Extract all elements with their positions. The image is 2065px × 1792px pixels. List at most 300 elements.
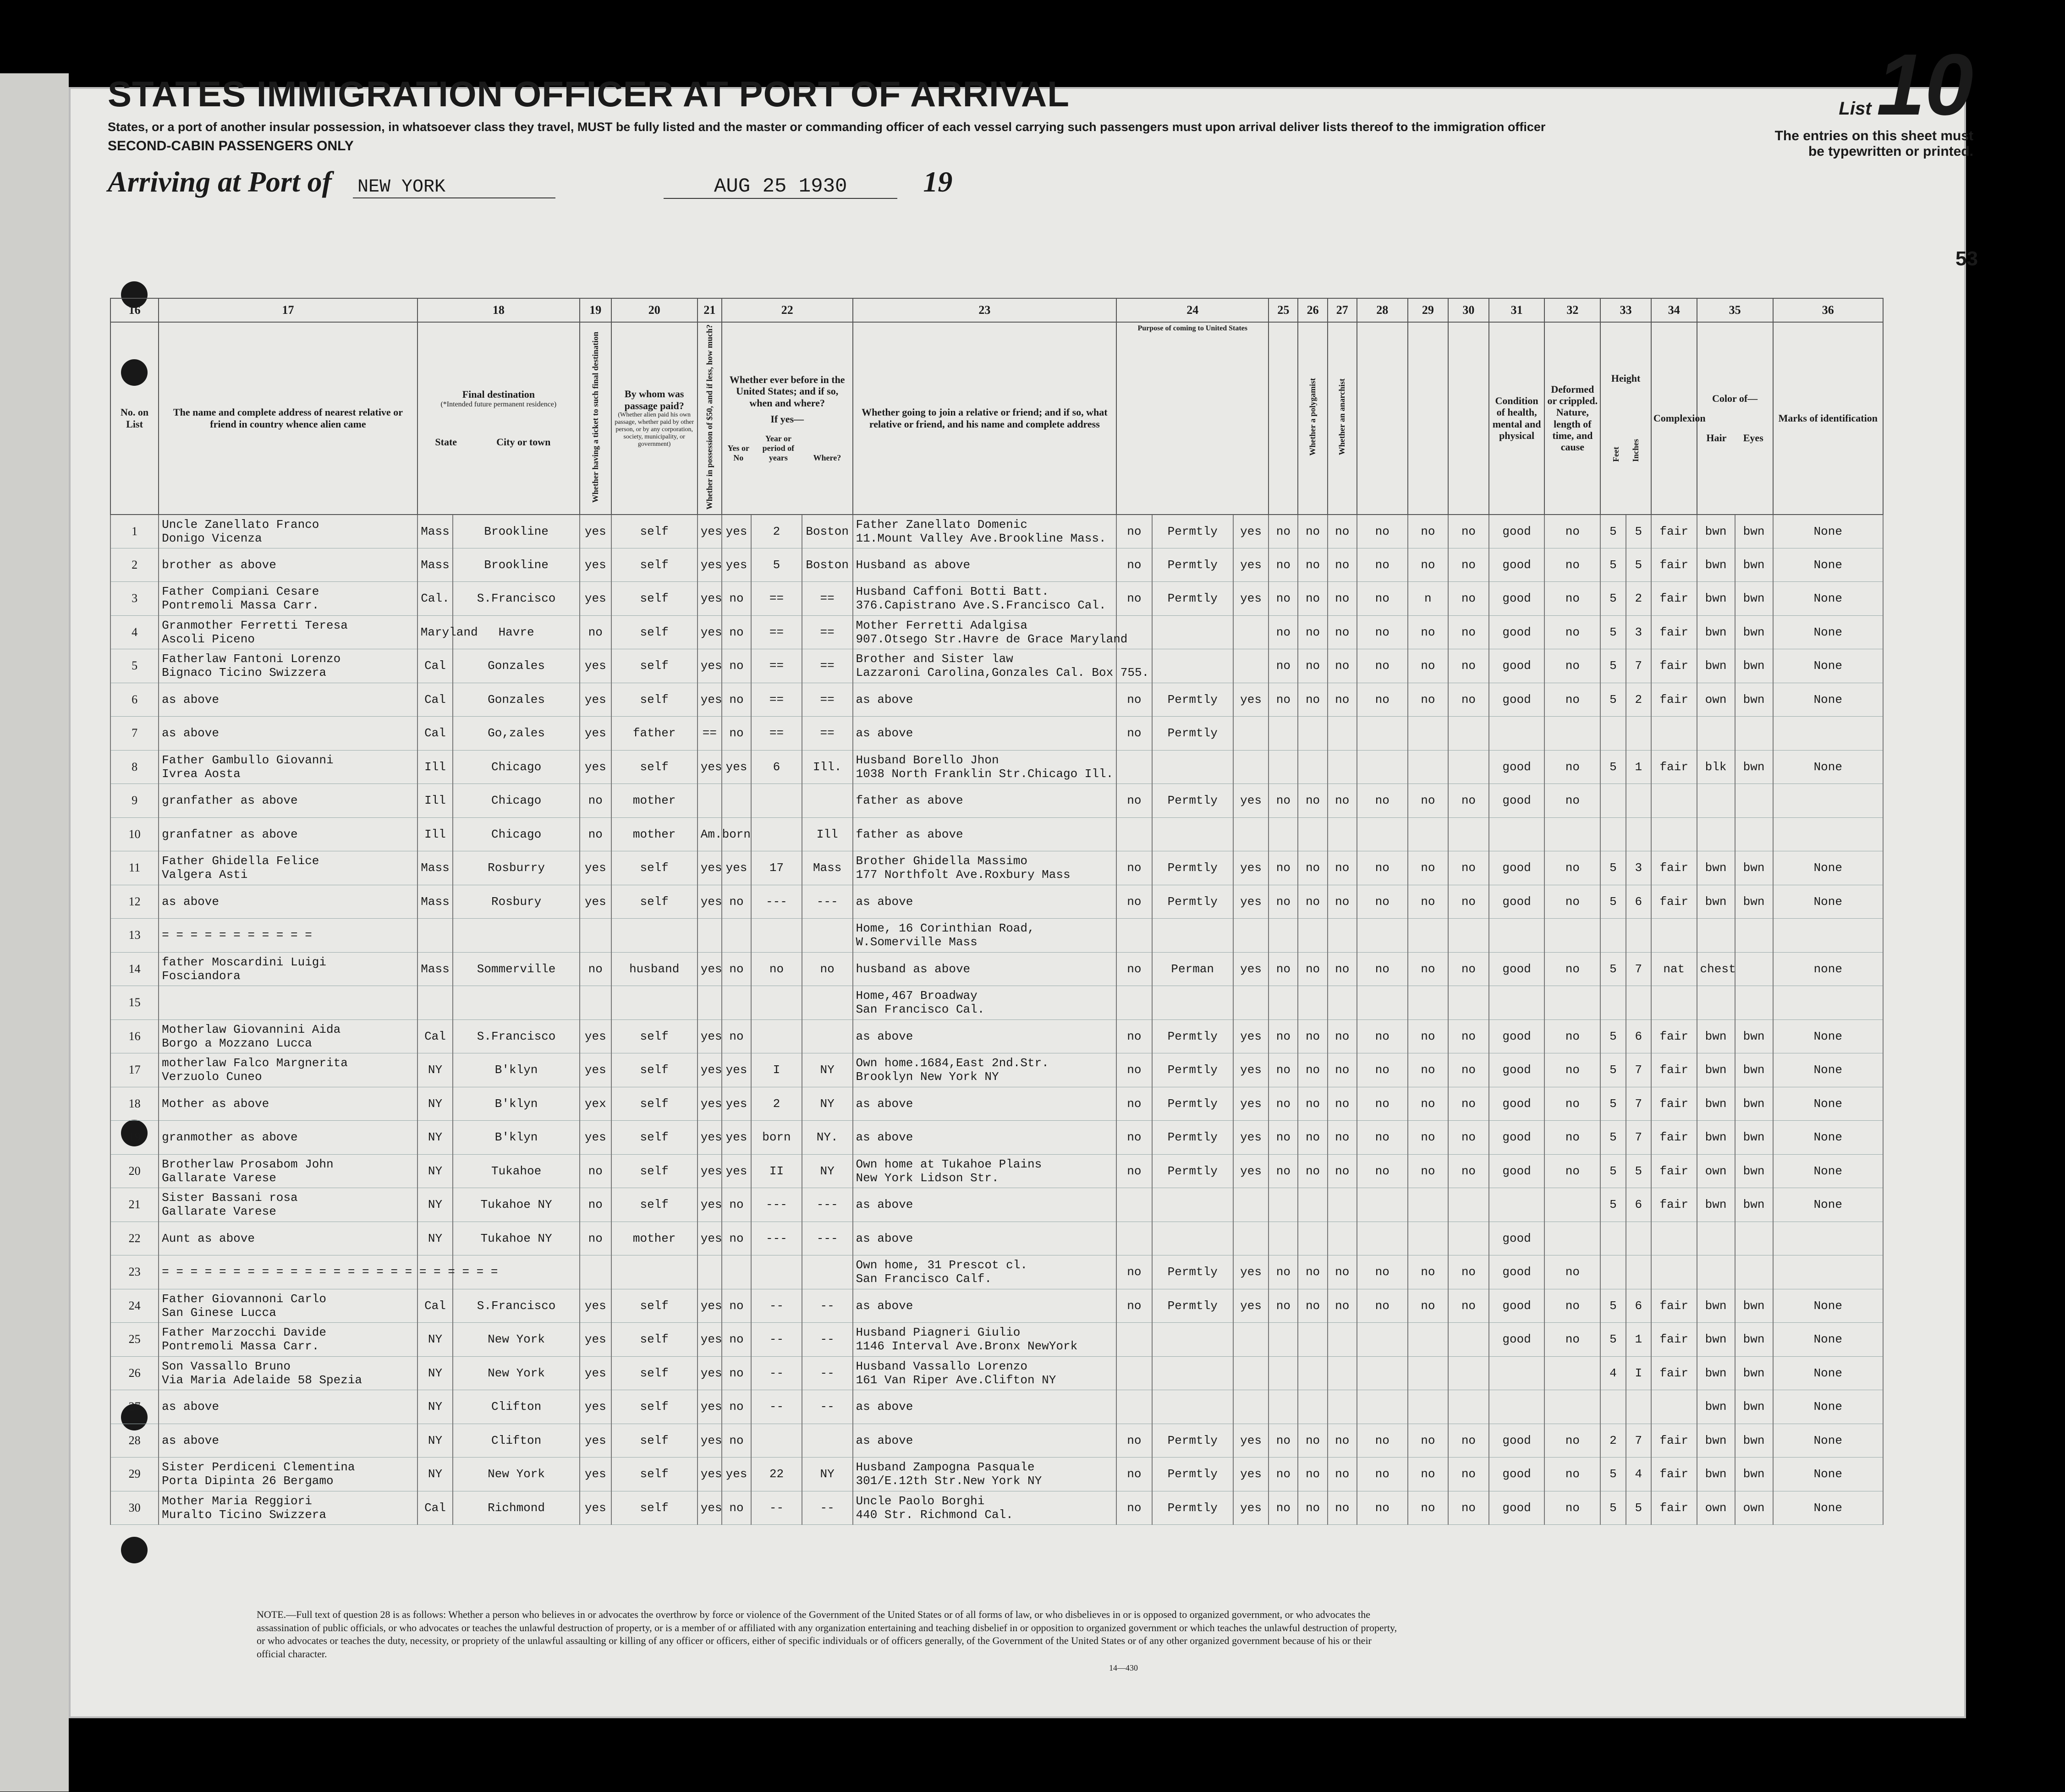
cell-c30: no (1448, 952, 1489, 986)
cell-deformed: no (1544, 885, 1600, 919)
cell-c26: no (1298, 548, 1327, 582)
cell-city: New York (453, 1323, 580, 1357)
cell-c30 (1448, 1188, 1489, 1222)
cell-city: Gonzales (453, 649, 580, 683)
cell-relative: Aunt as above (159, 1222, 417, 1255)
cell-c30 (1448, 1222, 1489, 1255)
cell-c26: no (1298, 851, 1327, 885)
cell-c30: no (1448, 1491, 1489, 1525)
header-marks: Marks of identification (1773, 322, 1883, 515)
cell-c25 (1269, 1356, 1298, 1390)
cell-p3 (1233, 717, 1269, 751)
cell-hair (1697, 717, 1735, 751)
cell-state: NY (417, 1222, 453, 1255)
cell-c29: no (1408, 1255, 1449, 1289)
cell-marks: None (1773, 1390, 1883, 1424)
cell-hair: bwn (1697, 1323, 1735, 1357)
cell-city: Rosbury (453, 885, 580, 919)
cell-in: 6 (1626, 1019, 1651, 1053)
cell-state: Cal (417, 649, 453, 683)
cell-ticket: yes (580, 717, 611, 751)
cell-paid: mother (611, 1222, 697, 1255)
cell-paid: self (611, 1458, 697, 1491)
cell-health: good (1489, 683, 1545, 717)
cell-eyes: bwn (1735, 1053, 1773, 1087)
cell-paid: father (611, 717, 697, 751)
cell-complexion (1651, 1390, 1697, 1424)
cell-join: Husband Zampogna Pasquale 301/E.12th Str.New York NY (853, 1458, 1117, 1491)
column-number: 21 (697, 298, 722, 322)
cell-where (802, 1019, 853, 1053)
arriving-label: Arriving at Port of (108, 165, 332, 198)
cell-marks: None (1773, 548, 1883, 582)
cell-c29: no (1408, 1424, 1449, 1458)
cell-complexion: fair (1651, 548, 1697, 582)
cell-deformed: no (1544, 1154, 1600, 1188)
cell-c28: no (1357, 548, 1408, 582)
cell-years: -- (751, 1390, 802, 1424)
cell-hair (1697, 784, 1735, 818)
cell-where: --- (802, 1222, 853, 1255)
cell-deformed (1544, 1356, 1600, 1390)
cell-c29 (1408, 750, 1449, 784)
cell-ticket: no (580, 1222, 611, 1255)
cell-years: 5 (751, 548, 802, 582)
cell-before: yes (722, 1458, 751, 1491)
cell-p1 (1116, 817, 1152, 851)
cell-hair (1697, 1255, 1735, 1289)
cell-c27 (1328, 1390, 1357, 1424)
cell-c30 (1448, 1356, 1489, 1390)
cell-deformed (1544, 1390, 1600, 1424)
cell-c29: n (1408, 582, 1449, 616)
column-number: 27 (1328, 298, 1357, 322)
cell-paid: mother (611, 784, 697, 818)
cell-ft (1600, 717, 1626, 751)
column-number: 36 (1773, 298, 1883, 322)
cell-hair: own (1697, 1154, 1735, 1188)
cell-state: NY (417, 1188, 453, 1222)
cell-where: NY (802, 1458, 853, 1491)
cell-hair: bwn (1697, 582, 1735, 616)
cell-before: no (722, 717, 751, 751)
cell-ft: 5 (1600, 1121, 1626, 1155)
cell-c30 (1448, 817, 1489, 851)
cell-city: New York (453, 1458, 580, 1491)
cell-health: good (1489, 851, 1545, 885)
cell-p3: yes (1233, 1019, 1269, 1053)
cell-relative: Brotherlaw Prosabom John Gallarate Varese (159, 1154, 417, 1188)
cell-p3: yes (1233, 1087, 1269, 1121)
cell-fifty: yes (697, 1121, 722, 1155)
cell-paid (611, 919, 697, 953)
cell-c29 (1408, 919, 1449, 953)
cell-no: 5 (110, 649, 159, 683)
cell-state: NY (417, 1053, 453, 1087)
cell-eyes: bwn (1735, 1019, 1773, 1053)
cell-complexion: fair (1651, 1188, 1697, 1222)
header-state: State (435, 436, 457, 448)
table-row (110, 1356, 1883, 1390)
cell-c27 (1328, 919, 1357, 953)
cell-c27: no (1328, 1087, 1357, 1121)
cell-no: 30 (110, 1491, 159, 1525)
cell-c30: no (1448, 615, 1489, 649)
cell-in (1626, 784, 1651, 818)
cell-before: no (722, 1323, 751, 1357)
table-row (110, 1390, 1883, 1424)
cell-ticket (580, 986, 611, 1020)
cell-health: good (1489, 1053, 1545, 1087)
cell-in: 1 (1626, 750, 1651, 784)
cell-p1: no (1116, 784, 1152, 818)
cell-p1: no (1116, 1154, 1152, 1188)
cell-c26 (1298, 717, 1327, 751)
cell-before: yes (722, 515, 751, 548)
cell-c26: no (1298, 1019, 1327, 1053)
cell-health: good (1489, 649, 1545, 683)
cell-complexion (1651, 784, 1697, 818)
cell-state: Mass (417, 548, 453, 582)
cell-city: S.Francisco (453, 1019, 580, 1053)
cell-ticket: no (580, 615, 611, 649)
cell-p1: no (1116, 1424, 1152, 1458)
cell-ticket: yes (580, 582, 611, 616)
cell-paid: self (611, 649, 697, 683)
header-polygamist: Whether a polygamist (1298, 322, 1327, 515)
cell-deformed (1544, 1188, 1600, 1222)
cell-join: Mother Ferretti Adalgisa 907.Otsego Str.Havre de Grace Maryland (853, 615, 1117, 649)
cell-eyes: bwn (1735, 548, 1773, 582)
cell-c26 (1298, 919, 1327, 953)
cell-c28: no (1357, 1154, 1408, 1188)
cell-city: Go,zales (453, 717, 580, 751)
cell-health: good (1489, 1154, 1545, 1188)
cell-in: 2 (1626, 582, 1651, 616)
cell-c27: no (1328, 1289, 1357, 1323)
cell-state: Cal. (417, 582, 453, 616)
cell-c28 (1357, 986, 1408, 1020)
cell-state: NY (417, 1087, 453, 1121)
cell-fifty: yes (697, 1053, 722, 1087)
cell-c25: no (1269, 1121, 1298, 1155)
cell-deformed: no (1544, 1019, 1600, 1053)
cell-join: Brother Ghidella Massimo 177 Northfolt Ave.Roxbury Mass (853, 851, 1117, 885)
cell-city: Richmond (453, 1491, 580, 1525)
cell-health: good (1489, 784, 1545, 818)
cell-before: no (722, 1019, 751, 1053)
cell-c30: no (1448, 515, 1489, 548)
cell-c28: no (1357, 615, 1408, 649)
column-number: 20 (611, 298, 697, 322)
cell-no: 20 (110, 1154, 159, 1188)
cell-p2: Permtly (1152, 1087, 1233, 1121)
cell-p1 (1116, 750, 1152, 784)
cell-in: 5 (1626, 548, 1651, 582)
cell-where: -- (802, 1289, 853, 1323)
cell-c30: no (1448, 649, 1489, 683)
cell-fifty (697, 784, 722, 818)
cell-ticket: yes (580, 885, 611, 919)
cell-c25: no (1269, 649, 1298, 683)
cell-c29: no (1408, 515, 1449, 548)
cell-ticket: yes (580, 1121, 611, 1155)
cell-no: 1 (110, 515, 159, 548)
cell-c28: no (1357, 1289, 1408, 1323)
cell-join: Own home.1684,East 2nd.Str. Brooklyn New York NY (853, 1053, 1117, 1087)
cell-p1: no (1116, 1289, 1152, 1323)
cell-hair: bwn (1697, 615, 1735, 649)
cell-deformed: no (1544, 515, 1600, 548)
cell-ticket: no (580, 1188, 611, 1222)
cell-city: Rosburry (453, 851, 580, 885)
cell-c29 (1408, 986, 1449, 1020)
header-c29 (1408, 322, 1449, 515)
table-row (110, 1053, 1883, 1087)
cell-c28: no (1357, 515, 1408, 548)
column-number: 25 (1269, 298, 1298, 322)
cell-ft: 5 (1600, 515, 1626, 548)
cell-relative: Uncle Zanellato Franco Donigo Vicenza (159, 515, 417, 548)
cell-p3: yes (1233, 1491, 1269, 1525)
header-before-in-us: Whether ever before in the United States; and if so, when and where? If yes— Yes or No Year or period of years Where? (722, 322, 853, 515)
cell-ft: 5 (1600, 851, 1626, 885)
cell-city: B'klyn (453, 1087, 580, 1121)
cell-fifty (697, 1255, 722, 1289)
cell-health: good (1489, 1491, 1545, 1525)
cell-eyes: bwn (1735, 1154, 1773, 1188)
cell-c27: no (1328, 885, 1357, 919)
cell-state: NY (417, 1424, 453, 1458)
cell-join: as above (853, 1188, 1117, 1222)
cell-hair: bwn (1697, 1458, 1735, 1491)
cell-join: Own home at Tukahoe Plains New York Lidson Str. (853, 1154, 1117, 1188)
column-number-row (110, 298, 1883, 322)
cell-p2 (1152, 649, 1233, 683)
cell-c28 (1357, 1356, 1408, 1390)
cell-no: 24 (110, 1289, 159, 1323)
cell-c25: no (1269, 582, 1298, 616)
table-row (110, 952, 1883, 986)
cell-eyes: bwn (1735, 649, 1773, 683)
cell-relative: as above (159, 1390, 417, 1424)
cell-relative: Father Ghidella Felice Valgera Asti (159, 851, 417, 885)
cell-hair: bwn (1697, 1053, 1735, 1087)
cell-c25: no (1269, 683, 1298, 717)
cell-eyes (1735, 717, 1773, 751)
cell-relative: Father Compiani Cesare Pontremoli Massa Carr. (159, 582, 417, 616)
cell-c25 (1269, 1390, 1298, 1424)
cell-ticket: yes (580, 1053, 611, 1087)
cell-join: as above (853, 1222, 1117, 1255)
cell-join: as above (853, 683, 1117, 717)
cell-relative: Father Marzocchi Davide Pontremoli Massa Carr. (159, 1323, 417, 1357)
cell-c27 (1328, 986, 1357, 1020)
cell-join: as above (853, 1289, 1117, 1323)
cell-c28: no (1357, 582, 1408, 616)
cell-deformed: no (1544, 1289, 1600, 1323)
cell-hair: bwn (1697, 515, 1735, 548)
cell-eyes: bwn (1735, 582, 1773, 616)
cell-no: 3 (110, 582, 159, 616)
cell-p3 (1233, 649, 1269, 683)
header-ticket: Whether having a ticket to such final destination (580, 322, 611, 515)
cell-relative: as above (159, 1424, 417, 1458)
cell-marks: None (1773, 1121, 1883, 1155)
cell-fifty (697, 986, 722, 1020)
cell-c28 (1357, 817, 1408, 851)
cell-eyes: bwn (1735, 1458, 1773, 1491)
cell-before (722, 1255, 751, 1289)
cell-city: B'klyn (453, 1053, 580, 1087)
cell-eyes (1735, 952, 1773, 986)
cell-p2 (1152, 1390, 1233, 1424)
cell-marks: None (1773, 649, 1883, 683)
cell-health: good (1489, 1121, 1545, 1155)
cell-complexion (1651, 717, 1697, 751)
cell-p1: no (1116, 515, 1152, 548)
arriving-line (108, 165, 952, 199)
cell-c29: no (1408, 548, 1449, 582)
column-number: 23 (853, 298, 1117, 322)
cell-complexion: fair (1651, 1458, 1697, 1491)
cell-fifty: yes (697, 1356, 722, 1390)
cell-ft (1600, 784, 1626, 818)
cell-hair: chest (1697, 952, 1735, 986)
cell-c29 (1408, 817, 1449, 851)
cell-years: --- (751, 1188, 802, 1222)
cell-paid: self (611, 1390, 697, 1424)
cell-paid: self (611, 750, 697, 784)
cell-p1: no (1116, 683, 1152, 717)
cell-eyes: bwn (1735, 615, 1773, 649)
cell-relative: motherlaw Falco Margnerita Verzuolo Cuneo (159, 1053, 417, 1087)
cell-city: Sommerville (453, 952, 580, 986)
cell-health: good (1489, 615, 1545, 649)
cell-c28: no (1357, 885, 1408, 919)
cell-c30: no (1448, 548, 1489, 582)
cell-p1: no (1116, 1019, 1152, 1053)
cell-paid: self (611, 1121, 697, 1155)
cell-paid: self (611, 615, 697, 649)
cell-city: New York (453, 1356, 580, 1390)
cell-c28 (1357, 1188, 1408, 1222)
arrival-port: NEW YORK (353, 177, 555, 198)
cell-no: 25 (110, 1323, 159, 1357)
cell-ticket: yes (580, 548, 611, 582)
cell-p2: Permtly (1152, 515, 1233, 548)
list-number: 10 (1876, 36, 1973, 133)
cell-health (1489, 919, 1545, 953)
table-row (110, 1019, 1883, 1053)
cell-paid: self (611, 1491, 697, 1525)
cell-p2: Permtly (1152, 683, 1233, 717)
cell-before: no (722, 1222, 751, 1255)
cell-in: 2 (1626, 683, 1651, 717)
cell-complexion: fair (1651, 1356, 1697, 1390)
cell-p2 (1152, 1356, 1233, 1390)
table-row (110, 548, 1883, 582)
cell-no: 14 (110, 952, 159, 986)
cell-c29: no (1408, 683, 1449, 717)
cell-marks: None (1773, 1289, 1883, 1323)
cell-where: == (802, 649, 853, 683)
cell-ticket: yes (580, 1390, 611, 1424)
cell-c26 (1298, 817, 1327, 851)
cell-state: Mass (417, 952, 453, 986)
cell-health (1489, 717, 1545, 751)
cell-health (1489, 1356, 1545, 1390)
cell-paid (611, 986, 697, 1020)
cell-p2: Permtly (1152, 1121, 1233, 1155)
cell-p3 (1233, 1356, 1269, 1390)
cell-c30: no (1448, 582, 1489, 616)
cell-c27: no (1328, 1255, 1357, 1289)
cell-marks: None (1773, 1424, 1883, 1458)
cell-years (751, 1424, 802, 1458)
cell-p1: no (1116, 1121, 1152, 1155)
cell-p1 (1116, 1188, 1152, 1222)
cell-years: -- (751, 1491, 802, 1525)
table-row (110, 784, 1883, 818)
cell-state: Mass (417, 515, 453, 548)
cell-deformed: no (1544, 1121, 1600, 1155)
cell-c26 (1298, 750, 1327, 784)
cell-ft: 2 (1600, 1424, 1626, 1458)
cell-eyes: bwn (1735, 515, 1773, 548)
cell-fifty: yes (697, 952, 722, 986)
cell-complexion: fair (1651, 582, 1697, 616)
cell-where: --- (802, 1188, 853, 1222)
cell-in: 6 (1626, 1188, 1651, 1222)
binding-gutter (0, 73, 69, 1792)
cell-ticket: no (580, 1154, 611, 1188)
cell-c28: no (1357, 1019, 1408, 1053)
column-number: 34 (1651, 298, 1697, 322)
cell-where (802, 986, 853, 1020)
cell-health (1489, 1390, 1545, 1424)
cell-city: Clifton (453, 1390, 580, 1424)
cell-where: -- (802, 1323, 853, 1357)
cell-where: no (802, 952, 853, 986)
cell-before: yes (722, 1053, 751, 1087)
passenger-rows (110, 515, 1883, 1525)
cell-c25: no (1269, 615, 1298, 649)
cell-ticket: yes (580, 1356, 611, 1390)
cell-join: as above (853, 1121, 1117, 1155)
cell-no: 22 (110, 1222, 159, 1255)
header-purpose: Purpose of coming to United States (1116, 322, 1269, 515)
cell-years: 17 (751, 851, 802, 885)
cell-join: Husband Caffoni Botti Batt. 376.Capistrano Ave.S.Francisco Cal. (853, 582, 1117, 616)
cell-no: 26 (110, 1356, 159, 1390)
cell-relative: granmother as above (159, 1121, 417, 1155)
header-no-on-list: No. on List (110, 322, 159, 515)
cell-ft: 5 (1600, 548, 1626, 582)
cell-c29: no (1408, 1019, 1449, 1053)
cell-health: good (1489, 1255, 1545, 1289)
cell-ft (1600, 1222, 1626, 1255)
table-row (110, 1188, 1883, 1222)
cell-c28 (1357, 1323, 1408, 1357)
cell-marks: none (1773, 952, 1883, 986)
cell-hair: bwn (1697, 1424, 1735, 1458)
cell-p3: yes (1233, 515, 1269, 548)
cell-fifty: yes (697, 615, 722, 649)
cell-ticket: yes (580, 851, 611, 885)
cell-state: Cal (417, 717, 453, 751)
cell-years (751, 1019, 802, 1053)
